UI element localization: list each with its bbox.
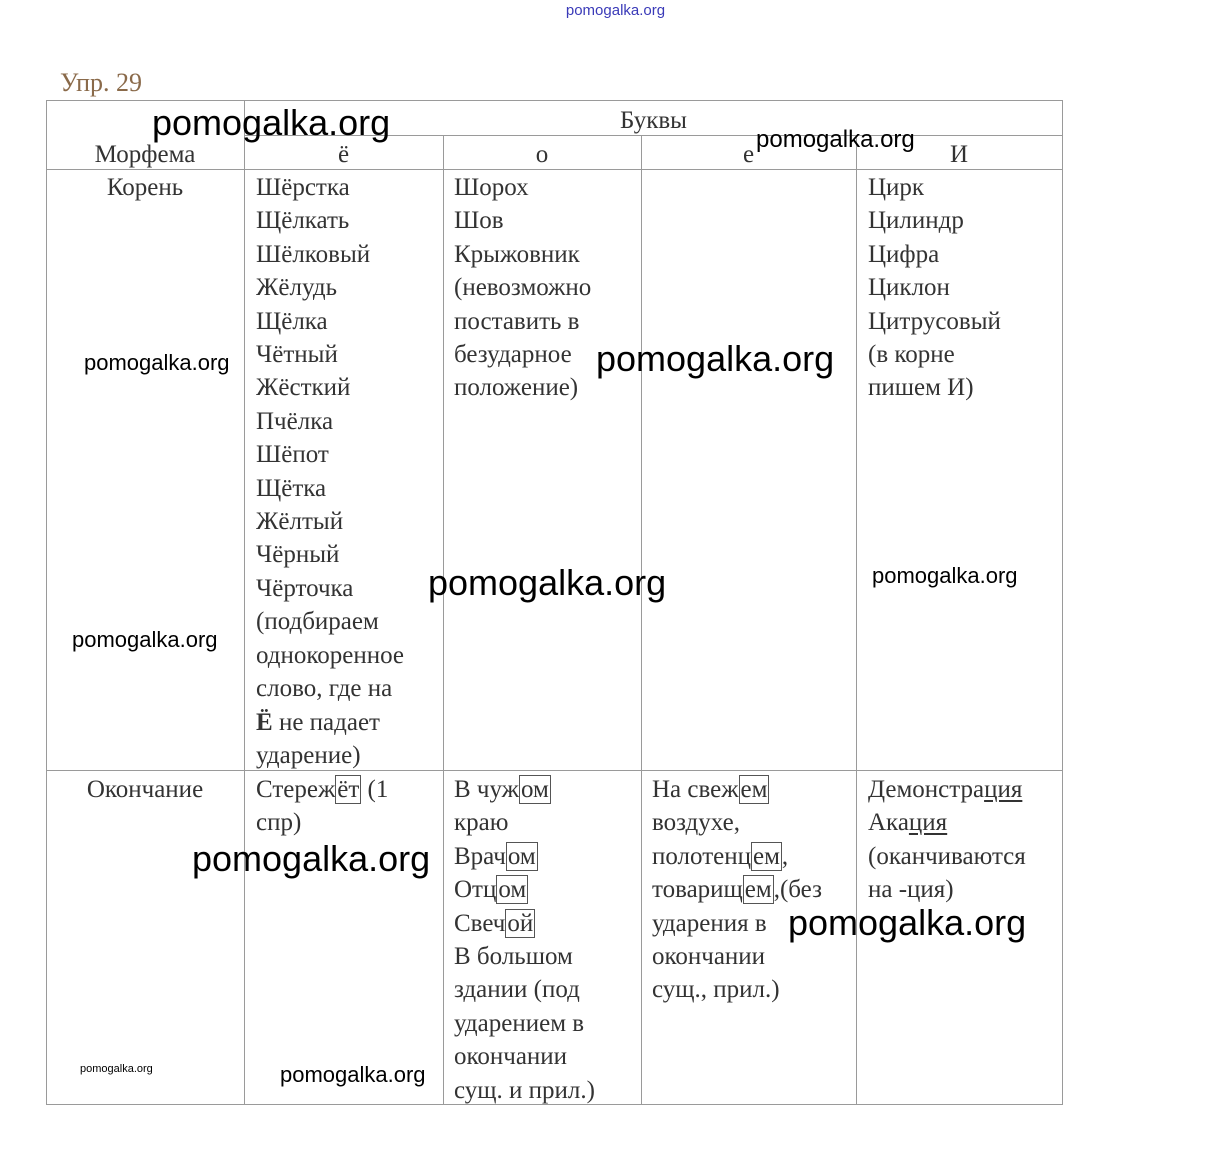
header-morpheme: Морфема (94, 141, 196, 168)
ending-line (868, 806, 1026, 839)
table-rule (46, 770, 1063, 771)
watermark: pomogalka.org (756, 126, 915, 153)
ending-line (652, 840, 822, 873)
root-word: (в корне (868, 341, 955, 369)
row-label-root: Корень (106, 174, 184, 201)
ending-line: сущ. и прил.) (454, 1076, 595, 1104)
ending-box: ёт (337, 776, 360, 803)
ending-box: ем (744, 876, 772, 904)
ending-line (454, 806, 595, 839)
table-rule (46, 100, 1063, 101)
exercise-title: Упр. 29 (60, 68, 143, 97)
root-word: ударение) (256, 741, 361, 769)
root-word: Шёпот (256, 441, 329, 469)
watermark: pomogalka.org (84, 350, 230, 375)
root-word: Щёлка (256, 307, 328, 335)
root-word: Жёлудь (256, 274, 338, 302)
table-rule (1062, 100, 1063, 1105)
ending-line: (оканчиваются (868, 842, 1026, 870)
row-label-ending: Окончание (86, 776, 204, 803)
ending-underlined: ция (908, 809, 948, 837)
watermark: pomogalka.org (872, 563, 1018, 588)
root-word: Чёрточка (256, 574, 354, 602)
ending-line (652, 806, 822, 839)
header-letter-e: е (742, 141, 755, 168)
root-word: (подбираем (256, 608, 379, 636)
bold-letter: Ё (256, 708, 273, 736)
watermark: pomogalka.org (596, 338, 835, 379)
word-stem: Свеч (454, 909, 506, 937)
root-word: Крыжовник (454, 240, 580, 268)
ending-yo-words (256, 773, 388, 840)
root-word: Шёрстка (256, 174, 350, 201)
ending-i-words (868, 773, 1026, 907)
table-rule (244, 100, 245, 1105)
ending-box: ем (740, 776, 768, 803)
ending-box: ой (507, 909, 534, 937)
root-word: Чёрный (256, 541, 340, 569)
ending-yo-line: спр) (256, 809, 302, 837)
ending-box: ом (507, 842, 536, 870)
root-word: однокоренное (256, 641, 405, 669)
ending-yo-line (256, 773, 388, 806)
root-word: Цифра (868, 240, 940, 268)
root-o-words (454, 171, 591, 405)
header-letter-i: И (949, 141, 969, 168)
ending-box: ем (752, 842, 780, 870)
ending-line: В большом (454, 943, 573, 971)
root-word: Шёлковый (256, 240, 371, 268)
word-stem: Ака (868, 809, 909, 837)
header-letters: Буквы (620, 107, 687, 134)
root-word: (невозможно (454, 274, 592, 302)
watermark: pomogalka.org (428, 562, 667, 603)
word-stem: В чуж (454, 776, 519, 803)
header-letter-o: о (535, 141, 549, 168)
ending-line (868, 773, 1026, 806)
ending-line (652, 773, 822, 806)
root-word: Циклон (868, 274, 950, 302)
ending-line (454, 773, 595, 806)
watermark: pomogalka.org (280, 1062, 426, 1087)
root-word: Шов (454, 207, 504, 235)
ending-line (454, 907, 595, 940)
ending-line: окончании (454, 1043, 568, 1071)
word-stem: Отц (454, 876, 497, 904)
table-rule (46, 100, 47, 1105)
root-word: безударное (454, 341, 572, 369)
root-word: Чётный (256, 341, 338, 369)
root-word: поставить в (454, 307, 580, 335)
root-word: Цитрусовый (868, 307, 1001, 335)
root-word: Щёлкать (256, 207, 350, 235)
root-word: Жёлтый (256, 508, 344, 536)
header-letter-yo: ё (337, 141, 350, 168)
ending-box: ом (498, 876, 527, 904)
table-rule (641, 135, 642, 1105)
root-word: слово, где на (256, 675, 393, 703)
ending-line: ударением в (454, 1009, 585, 1037)
word-stem: краю (454, 809, 509, 837)
ending-underlined: ция (984, 776, 1023, 803)
ending-line: ударения в (652, 909, 767, 937)
watermark: pomogalka.org (72, 627, 218, 652)
ending-line: окончании (652, 943, 766, 971)
root-word: Щётка (256, 474, 327, 502)
root-i-words (868, 171, 1001, 405)
ending-o-words (454, 773, 595, 1107)
ending-line: сущ., прил.) (652, 976, 780, 1004)
table-rule (443, 135, 444, 1105)
root-word: Пчёлка (256, 407, 334, 435)
word-stem: Демонстра (868, 776, 985, 803)
word-stem: Стереж (256, 776, 336, 803)
ending-box: ом (520, 776, 549, 803)
ending-line: здании (под (454, 976, 580, 1004)
watermark: pomogalka.org (788, 902, 1027, 943)
table-rule (856, 135, 857, 1105)
root-word: Цилиндр (868, 207, 964, 235)
word-stem: Врач (454, 842, 506, 870)
ending-e-words (652, 773, 822, 1007)
root-word: Цирк (868, 174, 925, 201)
ending-line (454, 840, 595, 873)
word-tail: ,(без (773, 876, 822, 904)
root-word (256, 706, 404, 739)
site-banner: pomogalka.org (565, 2, 666, 19)
word-tail: (1 (361, 776, 389, 803)
word-stem: На свеж (652, 776, 739, 803)
ending-line: на -ция) (868, 876, 954, 904)
root-word: Шорох (454, 174, 529, 201)
watermark: pomogalka.org (80, 1063, 153, 1075)
word-tail: , (781, 842, 789, 870)
watermark: pomogalka.org (152, 102, 391, 143)
word-stem: товарищ (652, 876, 743, 904)
word-stem: воздухе, (652, 809, 741, 837)
watermark: pomogalka.org (192, 838, 431, 879)
root-word: положение) (454, 374, 579, 402)
root-word: Жёсткий (256, 374, 351, 402)
ending-line (454, 873, 595, 906)
word-tail: не падает (272, 708, 380, 736)
root-word: пишем И) (868, 374, 974, 402)
word-stem: полотенц (652, 842, 751, 870)
root-yo-words (256, 171, 404, 772)
